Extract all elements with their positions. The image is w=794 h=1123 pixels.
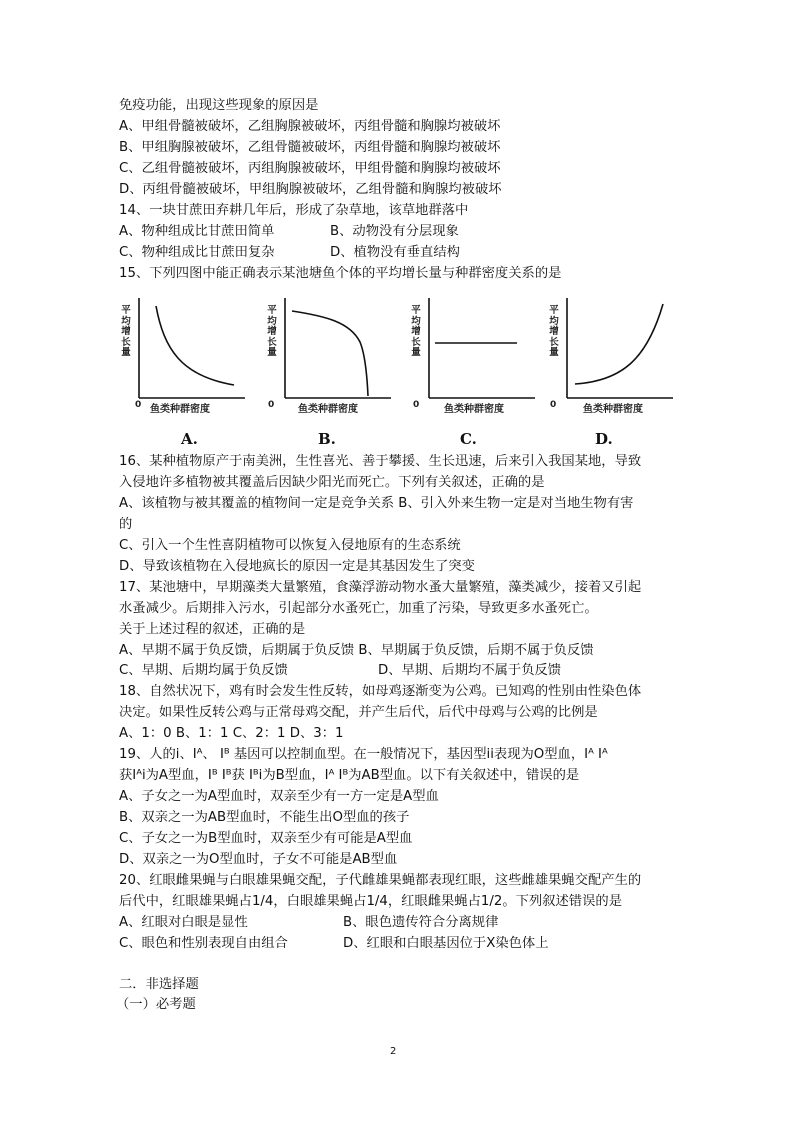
q20-stem-1: 20、红眼雌果蝇与白眼雄果蝇交配，子代雌雄果蝇都表现红眼，这些雌雄果蝇交配产生的	[119, 873, 642, 888]
q17-stem-3: 关于上述过程的叙述，正确的是	[119, 622, 306, 637]
q14-option-d: D、植物没有垂直结构	[330, 245, 460, 260]
graph-c-ylabel: 平均增长量	[411, 305, 421, 358]
q17-option-c: C、早期、后期均属于负反馈	[119, 663, 288, 678]
q13-option-b: B、甲组胸腺被破坏，乙组骨髓被破坏，丙组骨髓和胸腺均被破坏	[119, 140, 501, 155]
q17-option-ab: A、早期不属于负反馈，后期属于负反馈 B、早期属于负反馈，后期不属于负反馈	[119, 643, 594, 658]
graph-b-letter: B.	[318, 430, 336, 448]
text-line: 免疫功能，出现这些现象的原因是	[119, 98, 319, 113]
q19-stem-2: 获Iᴬi为A型血，Iᴮ Iᴮ获 Iᴮi为B型血，Iᴬ Iᴮ为AB型血。以下有关叙述中，错误的是	[119, 768, 580, 783]
q14-option-a: A、物种组成比甘蔗田简单	[119, 224, 275, 239]
graph-b-xlabel: 鱼类种群密度	[298, 404, 358, 415]
q14-stem: 14、一块甘蔗田弃耕几年后，形成了杂草地，该草地群落中	[119, 203, 469, 218]
q20-option-a: A、红眼对白眼是显性	[119, 915, 248, 930]
q14-option-b: B、动物没有分层现象	[330, 224, 459, 239]
graph-c	[409, 284, 539, 456]
q20-option-b: B、眼色遗传符合分离规律	[343, 915, 499, 930]
q19-option-b: B、双亲之一为AB型血时，不能生出O型血的孩子	[119, 810, 410, 825]
graph-b-curve	[292, 311, 368, 396]
graph-a-curve	[156, 306, 234, 385]
subsection-title: （一）必考题	[116, 997, 196, 1012]
q16-option-c: C、引入一个生性喜阴植物可以恢复入侵地原有的生态系统	[119, 538, 461, 553]
graph-d-xlabel: 鱼类种群密度	[583, 404, 643, 415]
graph-b-ylabel: 平均增长量	[267, 305, 277, 358]
q18-options: A、1：0 B、1：1 C、2：1 D、3：1	[119, 726, 344, 741]
q17-option-d: D、早期、后期均不属于负反馈	[378, 663, 562, 678]
q18-stem-1: 18、自然状况下，鸡有时会发生性反转，如母鸡逐渐变为公鸡。已知鸡的性别由性染色体	[119, 684, 642, 699]
q20-option-c: C、眼色和性别表现自由组合	[119, 936, 288, 951]
graph-c-origin: 0	[413, 400, 420, 410]
q16-stem-1: 16、某种植物原产于南美洲，生性喜光、善于攀援、生长迅速，后来引入我国某地，导致	[119, 454, 642, 469]
graph-b-origin: 0	[268, 400, 275, 410]
graph-d-origin: 0	[550, 400, 557, 410]
q19-option-c: C、子女之一为B型血时，双亲至少有可能是A型血	[119, 831, 413, 846]
q19-option-d: D、双亲之一为O型血时，子女不可能是AB型血	[119, 852, 398, 867]
q13-option-c: C、乙组骨髓被破坏，丙组胸腺被破坏，甲组骨髓和胸腺均被破坏	[119, 161, 501, 176]
q16-option-b-cont: 的	[119, 517, 133, 532]
q16-stem-2: 入侵地许多植物被其覆盖后因缺少阳光而死亡。下列有关叙述，正确的是	[119, 475, 545, 490]
graph-a-letter: A.	[181, 430, 198, 448]
q19-stem-1: 19、人的i、Iᴬ、 Iᴮ 基因可以控制血型。在一般情况下，基因型ii表现为O型血，Iᴬ Iᴬ	[119, 747, 608, 762]
q20-option-d: D、红眼和白眼基因位于X染色体上	[343, 936, 549, 951]
q20-stem-2: 后代中，红眼雄果蝇占1/4，白眼雄果蝇占1/4，红眼雌果蝇占1/2。下列叙述错误的是	[119, 894, 622, 909]
graph-c-letter: C.	[460, 430, 477, 448]
q19-option-a: A、子女之一为A型血时，双亲至少有一方一定是A型血	[119, 789, 439, 804]
graph-a-origin: 0	[135, 400, 142, 410]
graph-d-curve	[575, 304, 663, 384]
section-title: 二．非选择题	[119, 977, 199, 992]
page-number: 2	[390, 1046, 397, 1057]
graph-a	[119, 284, 249, 456]
q17-stem-1: 17、某池塘中，早期藻类大量繁殖，食藻浮游动物水蚤大量繁殖，藻类减少，接着又引起	[119, 580, 642, 595]
q18-stem-2: 决定。如果性反转公鸡与正常母鸡交配，并产生后代，后代中母鸡与公鸡的比例是	[119, 705, 598, 720]
q14-option-c: C、物种组成比甘蔗田复杂	[119, 245, 275, 260]
graph-d	[547, 284, 677, 456]
graph-d-letter: D.	[595, 430, 613, 448]
graph-a-ylabel: 平均增长量	[121, 305, 131, 358]
graph-c-xlabel: 鱼类种群密度	[444, 404, 504, 415]
q17-stem-2: 水蚤减少。后期排入污水，引起部分水蚤死亡，加重了污染，导致更多水蚤死亡。	[119, 601, 598, 616]
q16-option-d: D、导致该植物在入侵地疯长的原因一定是其基因发生了突变	[119, 559, 475, 574]
graph-a-xlabel: 鱼类种群密度	[150, 404, 210, 415]
graph-d-ylabel: 平均增长量	[549, 305, 559, 358]
q15-graphs	[119, 284, 679, 456]
q13-option-a: A、甲组骨髓被破坏，乙组胸腺被破坏，丙组骨髓和胸腺均被破坏	[119, 119, 501, 134]
q13-option-d: D、丙组骨髓被破坏，甲组胸腺被破坏，乙组骨髓和胸腺均被破坏	[119, 182, 502, 197]
q16-option-ab: A、该植物与被其覆盖的植物间一定是竞争关系 B、引入外来生物一定是对当地生物有害	[119, 496, 634, 511]
graph-b	[265, 284, 395, 456]
q15-stem: 15、下列四图中能正确表示某池塘鱼个体的平均增长量与种群密度关系的是	[119, 266, 562, 281]
